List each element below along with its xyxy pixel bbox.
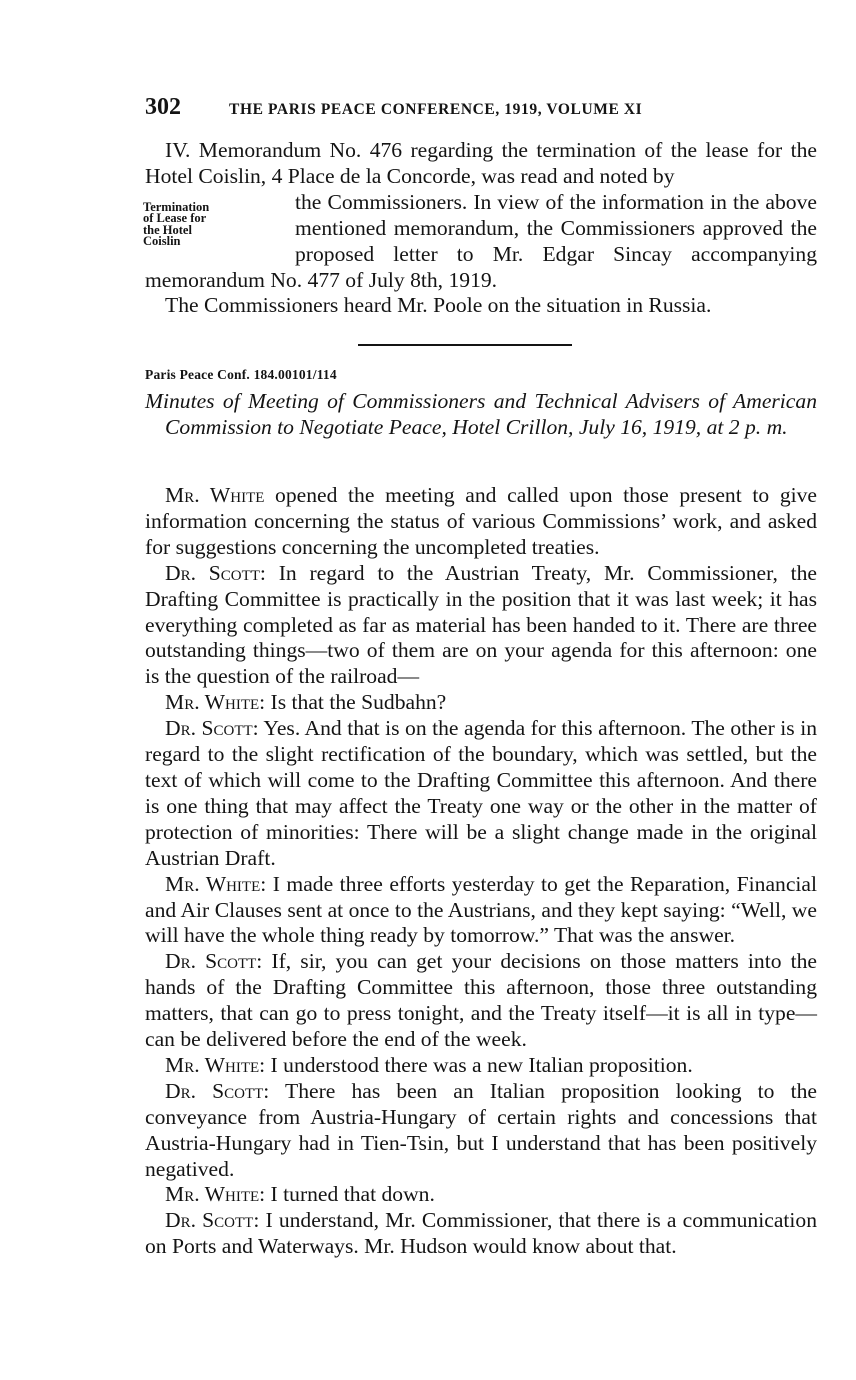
speaker: Mr. White: xyxy=(165,1182,266,1207)
minutes-paragraph xyxy=(145,483,817,561)
paragraph-text: I understand, Mr. Commissioner, that there is a communication on Ports and Waterways. Mr. Hudson would know about that. xyxy=(145,1208,817,1259)
margin-note-line: of Lease for xyxy=(143,211,207,226)
speaker: Mr. White: xyxy=(165,1052,266,1077)
minutes-paragraph xyxy=(145,1182,817,1208)
margin-note xyxy=(143,199,243,249)
paragraph-text: Is that the Sudbahn? xyxy=(265,690,447,715)
speaker: Mr. White: xyxy=(165,871,267,896)
minutes-paragraph xyxy=(145,716,817,871)
minutes-paragraph xyxy=(145,949,817,1053)
paragraph-text: I understood there was a new Italian proposition. xyxy=(265,1052,693,1077)
paragraph-text: I made three efforts yesterday to get the Reparation, Financial and Air Clauses sent at once to the Austrians, and they kept saying: “Well, we will have the whole thing ready by tomorrow.” That was the answer. xyxy=(145,871,818,948)
item-iv-continuation xyxy=(145,190,817,294)
speaker: Dr. Scott: xyxy=(165,949,263,974)
margin-note-line: Coislin xyxy=(143,234,181,249)
minutes-paragraph xyxy=(145,690,817,716)
paragraph-text: opened the meeting and called upon those present to give information concerning the status of various Commissions’ work, and asked for suggestions concerning the uncompleted treaties. xyxy=(145,483,817,559)
paragraph-text: If, sir, you can get your decisions on those matters into the hands of the Drafting Committee this afternoon, those three outstanding matters, that can go to press tonight, and the Treaty itself—it is all in type—can be delivered before the end of the week. xyxy=(145,949,817,1052)
speaker: Dr. Scott: xyxy=(165,716,259,741)
speaker: Mr. White: xyxy=(165,690,266,715)
minutes-paragraph xyxy=(145,1079,817,1183)
running-title: THE PARIS PEACE CONFERENCE, 1919, VOLUME XI xyxy=(229,101,643,118)
item-iv-line-2: the Commissioners. In view of the information in the above mentioned memorandum, the Commissioners approved the proposed letter to Mr. Edgar Sincay accompanying memorandum No. 477 of July 8th, 1919. xyxy=(145,189,817,292)
document-title: Minutes of Meeting of Commissioners and Technical Advisers of American Commission to Negotiate Peace, Hotel Crillon, July 16, 1919, at 2 p. m. xyxy=(145,389,817,439)
page-number: 302 xyxy=(145,94,181,120)
item-iv-line-1: IV. Memorandum No. 476 regarding the termination of the lease for the Hotel Coislin, 4 Place de la Concorde, was read and noted by xyxy=(145,138,817,188)
minutes-paragraph xyxy=(145,872,817,950)
section-divider xyxy=(358,344,572,346)
speaker: Dr. Scott: xyxy=(165,560,266,585)
minutes-paragraph xyxy=(145,1053,817,1079)
paragraph-text: Yes. And that is on the agenda for this afternoon. The other is in regard to the slight rectification of the boundary, which was settled, but the text of which will come to the Drafting Committee this afternoon. And there is one thing that may affect the Treaty one way or the other in the matter of protection of minorities: There will be a slight change made in the original Austrian Draft. xyxy=(145,716,817,870)
speaker: Dr. Scott: xyxy=(165,1078,270,1103)
minutes-body xyxy=(145,483,817,1260)
margin-note-line: Termination xyxy=(143,199,210,214)
margin-note-line: the Hotel xyxy=(143,222,192,237)
item-iv xyxy=(145,138,817,319)
running-head xyxy=(145,94,817,124)
russia-paragraph: The Commissioners heard Mr. Poole on the situation in Russia. xyxy=(165,293,712,318)
minutes-paragraph xyxy=(145,1208,817,1260)
paragraph-text: There has been an Italian proposition looking to the conveyance from Austria-Hungary of certain rights and concessions that Austria-Hungary had in Tien-Tsin, but I understand that has been positively negatived. xyxy=(145,1078,817,1181)
paragraph-text: In regard to the Austrian Treaty, Mr. Commissioner, the Drafting Committee is practically in the position that it was last week; it has everything completed as far as material has been handed to it. There are three outstanding things—two of them are on your agenda for this afternoon: one is the question of the railroad— xyxy=(145,560,817,689)
speaker: Dr. Scott: xyxy=(165,1208,260,1233)
file-reference: Paris Peace Conf. 184.00101/114 xyxy=(145,367,337,382)
speaker: Mr. White xyxy=(165,483,265,507)
paragraph-text: I turned that down. xyxy=(265,1182,435,1207)
minutes-paragraph xyxy=(145,561,817,691)
